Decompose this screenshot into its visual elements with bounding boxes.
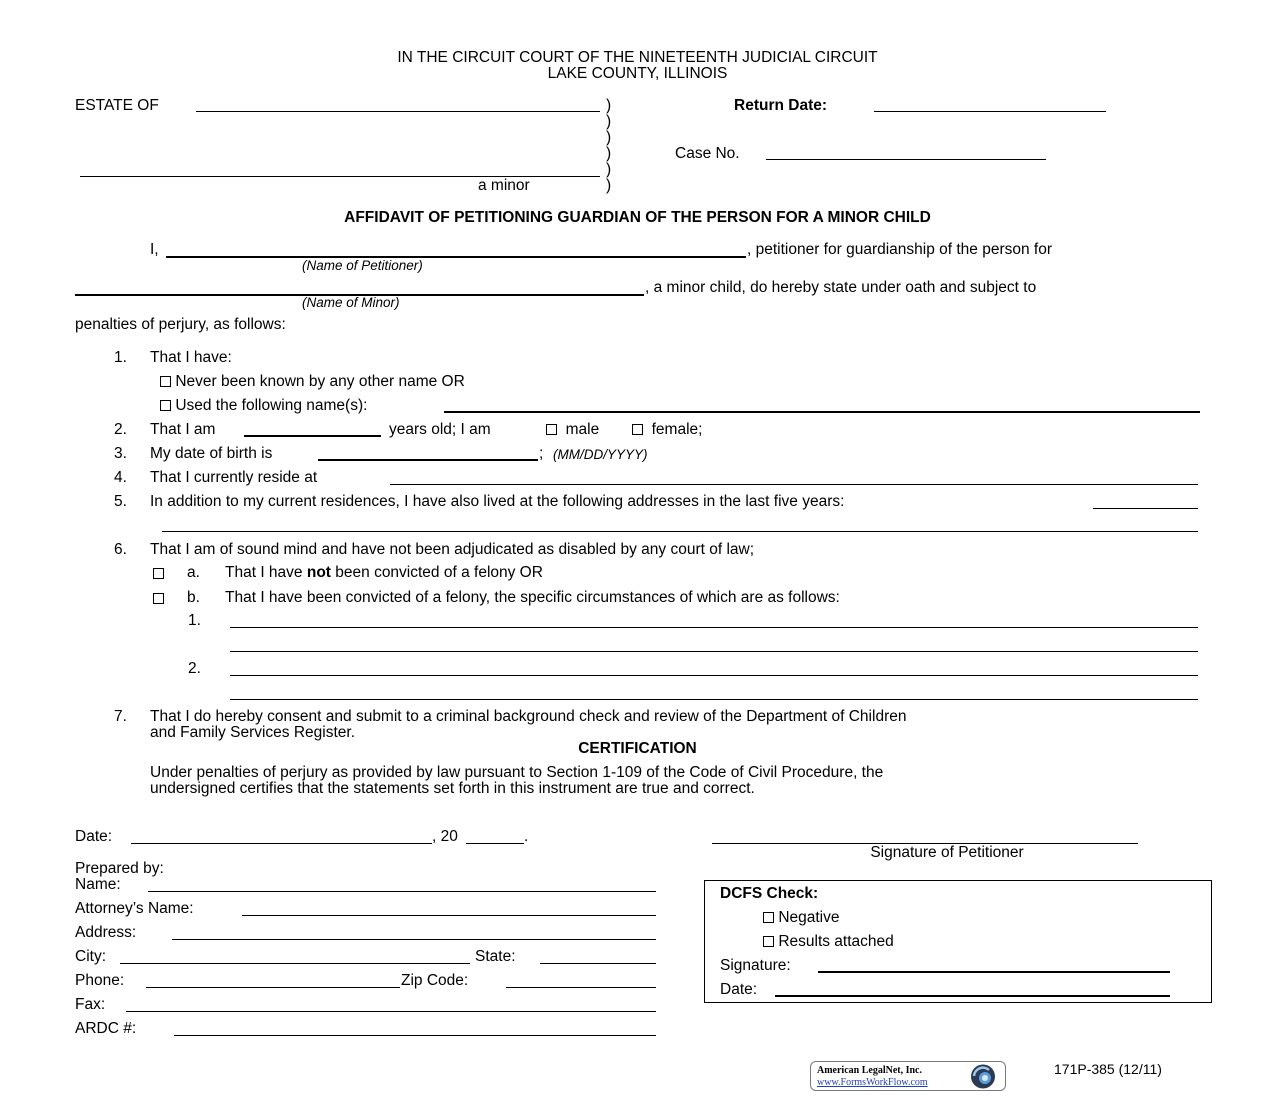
county-name: LAKE COUNTY, ILLINOIS [547, 65, 728, 82]
female-option [632, 421, 702, 439]
checkbox-female[interactable] [632, 424, 643, 435]
felony-sub-number: 2. [188, 660, 201, 677]
option-label: Used the following name(s): [175, 397, 368, 414]
male-option [546, 421, 599, 439]
caption-paren: ) [606, 177, 612, 194]
option-label: female; [651, 421, 703, 438]
caption-paren: ) [606, 145, 612, 162]
form-number: 171P-385 (12/11) [1054, 1061, 1162, 1077]
checkbox-never-known[interactable] [160, 376, 171, 387]
phone-field[interactable] [146, 987, 400, 988]
logo-url[interactable]: www.FormsWorkFlow.com [817, 1077, 928, 1088]
zip-code-label: Zip Code: [401, 972, 469, 989]
case-no-label: Case No. [675, 145, 740, 162]
city-label: City: [75, 948, 106, 965]
item-number: 5. [114, 493, 127, 510]
return-date-field[interactable] [874, 111, 1106, 112]
zip-code-field[interactable] [506, 987, 656, 988]
fax-field[interactable] [126, 1011, 656, 1012]
date-of-birth-field[interactable] [318, 459, 538, 461]
checkbox-results-attached[interactable] [763, 936, 774, 947]
item-number: 1. [114, 349, 127, 366]
checkbox-other-names[interactable] [160, 400, 171, 411]
item-number: 7. [114, 708, 127, 725]
felony-details-field[interactable] [230, 627, 1198, 628]
item-6b-text: That I have been convicted of a felony, the specific circumstances of which are as follows: [225, 589, 840, 606]
caption-paren: ) [606, 129, 612, 146]
felony-details-field[interactable] [230, 675, 1198, 676]
penalties-text: penalties of perjury, as follows: [75, 316, 286, 333]
item-1-option-2 [160, 397, 367, 415]
dcfs-signature-label: Signature: [720, 957, 791, 974]
year-field[interactable] [466, 843, 524, 844]
felony-details-field[interactable] [230, 699, 1198, 700]
item-6b-letter: b. [187, 589, 200, 606]
globe-icon [965, 1063, 1001, 1090]
checkbox-no-felony[interactable] [153, 568, 164, 579]
american-legalnet-logo[interactable] [810, 1061, 1006, 1091]
item-6-text: That I am of sound mind and have not been adjudicated as disabled by any court of law; [150, 541, 755, 558]
dcfs-date-field[interactable] [775, 995, 1170, 997]
other-names-field[interactable] [444, 411, 1200, 413]
date-period: . [524, 828, 529, 845]
dcfs-date-label: Date: [720, 981, 758, 998]
intro-minor-text: , a minor child, do hereby state under oath and subject to [645, 279, 1037, 296]
court-name: IN THE CIRCUIT COURT OF THE NINETEENTH JUDICIAL CIRCUIT [397, 49, 878, 66]
dcfs-signature-field[interactable] [818, 971, 1170, 973]
item-6a-text [225, 564, 543, 582]
dcfs-results-option [763, 933, 894, 951]
logo-company-name: American LegalNet, Inc. [817, 1065, 922, 1076]
caption-paren: ) [606, 113, 612, 130]
certification-line-2: undersigned certifies that the statements set forth in this instrument are true and correct. [150, 780, 755, 797]
item-7-line-1: That I do hereby consent and submit to a criminal background check and review of the Department of Children [150, 708, 907, 725]
dcfs-negative-option [763, 909, 840, 927]
item-number: 6. [114, 541, 127, 558]
item-5-text: In addition to my current residences, I have also lived at the following addresses in the last five years: [150, 493, 845, 510]
dcfs-check-title: DCFS Check: [720, 885, 819, 902]
felony-sub-number: 1. [188, 612, 201, 629]
attorney-name-field[interactable] [242, 915, 656, 916]
checkbox-negative[interactable] [763, 912, 774, 923]
text-emphasis: not [306, 564, 331, 581]
checkbox-male[interactable] [546, 424, 557, 435]
item-number: 2. [114, 421, 127, 438]
intro-petitioner-text: , petitioner for guardianship of the person for [747, 241, 1053, 258]
item-1-option-1 [160, 373, 465, 391]
item-number: 4. [114, 469, 127, 486]
signature-of-petitioner-label: Signature of Petitioner [870, 844, 1024, 861]
felony-details-field[interactable] [230, 651, 1198, 652]
previous-address-field-2[interactable] [162, 531, 1198, 532]
item-3-semicolon: ; [539, 445, 544, 462]
checkbox-felony[interactable] [153, 593, 164, 604]
name-label: Name: [75, 876, 121, 893]
address-label: Address: [75, 924, 137, 941]
phone-label: Phone: [75, 972, 125, 989]
year-prefix: , 20 [432, 828, 458, 845]
city-field[interactable] [120, 963, 470, 964]
item-7-line-2: and Family Services Register. [150, 724, 356, 741]
ardc-field[interactable] [174, 1035, 656, 1036]
date-label: Date: [75, 828, 113, 845]
text-part: been convicted of a felony OR [330, 564, 543, 581]
certification-heading: CERTIFICATION [578, 740, 697, 757]
caption-paren: ) [606, 97, 612, 114]
text-part: That I have [225, 564, 307, 581]
form-title: AFFIDAVIT OF PETITIONING GUARDIAN OF THE PERSON FOR A MINOR CHILD [344, 209, 931, 226]
item-number: 3. [114, 445, 127, 462]
state-field[interactable] [540, 963, 656, 964]
item-2-text-a: That I am [150, 421, 216, 438]
age-field[interactable] [244, 435, 381, 437]
preparer-name-field[interactable] [148, 891, 656, 892]
item-2-text-b: years old; I am [389, 421, 491, 438]
attorney-name-label: Attorney’s Name: [75, 900, 194, 917]
previous-address-field-1[interactable] [1093, 508, 1198, 509]
item-1-text: That I have: [150, 349, 232, 366]
address-field[interactable] [172, 939, 656, 940]
item-6a-letter: a. [187, 564, 200, 581]
option-label: Negative [778, 909, 840, 926]
option-label: male [565, 421, 600, 438]
caption-paren: ) [606, 161, 612, 178]
option-label: Never been known by any other name OR [175, 373, 465, 390]
prepared-by-label: Prepared by: [75, 860, 164, 877]
petitioner-name-field[interactable] [166, 256, 746, 258]
estate-name-line[interactable] [196, 111, 600, 112]
state-label: State: [475, 948, 516, 965]
case-no-field[interactable] [766, 159, 1046, 160]
option-label: Results attached [778, 933, 894, 950]
current-address-field[interactable] [390, 484, 1198, 485]
intro-i: I, [150, 241, 159, 258]
return-date-label: Return Date: [734, 97, 828, 114]
name-of-minor-caption: (Name of Minor) [302, 295, 400, 310]
ardc-label: ARDC #: [75, 1020, 137, 1037]
date-format-hint: (MM/DD/YYYY) [553, 447, 648, 462]
item-3-text: My date of birth is [150, 445, 273, 462]
item-4-text: That I currently reside at [150, 469, 318, 486]
fax-label: Fax: [75, 996, 106, 1013]
certification-line-1: Under penalties of perjury as provided by law pursuant to Section 1-109 of the Code of Civil Procedure, the [150, 764, 884, 781]
a-minor-label: a minor [478, 177, 530, 194]
date-field[interactable] [131, 843, 432, 844]
estate-of-label: ESTATE OF [75, 97, 159, 114]
name-of-petitioner-caption: (Name of Petitioner) [302, 258, 423, 273]
